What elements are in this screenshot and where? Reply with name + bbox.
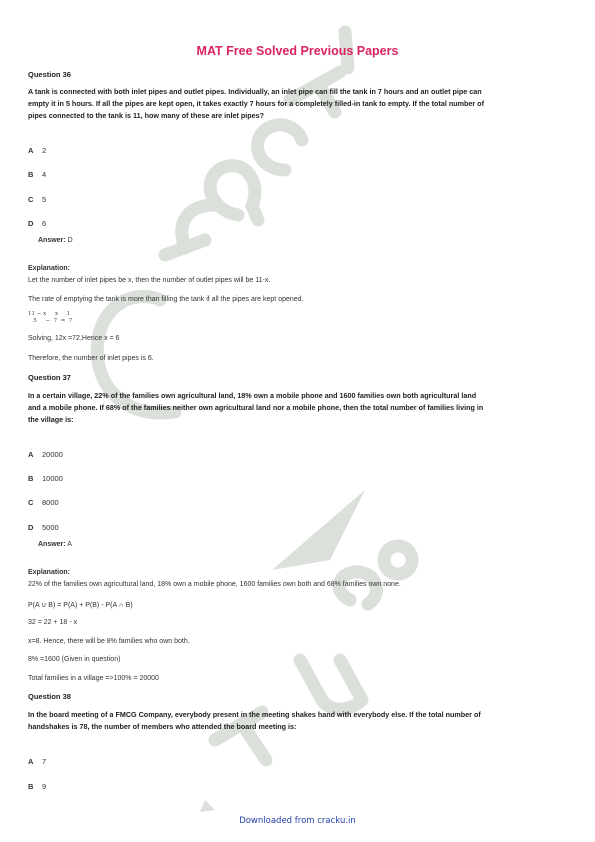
- question-37-text-line: and a mobile phone. If 68% of the families neither own agricultural land nor a mobile phone, then the total number of families living in: [28, 403, 484, 412]
- explanation-line: Let the number of inlet pipes be x, then the number of outlet pipes will be 11-x.: [28, 277, 271, 284]
- question-38-text-line: handshakes is 78, the number of members who attended the board meeting is:: [28, 722, 297, 731]
- explanation-line: Therefore, the number of inlet pipes is 6.: [28, 355, 154, 362]
- explanation-line: Solving, 12x =72,Hence x = 6: [28, 335, 120, 342]
- question-37-text-line: the village is:: [28, 415, 74, 424]
- question-38-heading: Question 38: [28, 692, 71, 701]
- explanation-line: 32 = 22 + 18 - x: [28, 619, 78, 626]
- explanation-line: P(A ∪ B) = P(A) + P(B) - P(A ∩ B): [28, 602, 133, 609]
- question-36-heading: Question 36: [28, 70, 71, 79]
- explanation-line: The rate of emptying the tank is more than filling the tank if all the pipes are kept opened.: [28, 296, 304, 303]
- question-36-text-line: empty it in 5 hours. If all the pipes are kept open, it takes exactly 7 hours for a completely filled-in tank to empty. If the total number of: [28, 99, 484, 108]
- explanation-line: x=8. Hence, there will be 8% families who own both.: [28, 638, 190, 645]
- question-37-heading: Question 37: [28, 373, 71, 382]
- question-36-answer: Answer: D: [38, 237, 73, 244]
- question-38-text: [28, 709, 568, 733]
- explanation-line: 8% =1600 (Given in question): [28, 656, 121, 663]
- question-38-option-a[interactable]: A 7: [28, 757, 47, 766]
- download-footer-link[interactable]: Downloaded from cracku.in: [239, 816, 356, 826]
- question-36-option-a[interactable]: A 2: [28, 146, 47, 155]
- question-37-answer: Answer: A: [38, 541, 72, 548]
- question-36-explanation-heading: Explanation:: [28, 265, 71, 272]
- question-37-explanation-heading: Explanation:: [28, 569, 71, 576]
- question-37-option-d[interactable]: D 5000: [28, 523, 59, 532]
- question-37-option-c[interactable]: C 8000: [28, 498, 59, 507]
- equation-fraction: 11 − x x 1 5 − 7 = 7: [28, 311, 73, 324]
- explanation-line: Total families in a village =>100% = 20000: [28, 675, 159, 682]
- question-36-option-c[interactable]: C 5: [28, 195, 47, 204]
- page-title: MAT Free Solved Previous Papers: [196, 44, 399, 58]
- question-36-text: [28, 86, 568, 122]
- question-36-option-b[interactable]: B 4: [28, 170, 47, 179]
- question-37-text-line: In a certain village, 22% of the families own agricultural land, 18% own a mobile phone and 1600 families own both agricultural land: [28, 391, 477, 400]
- question-36-text-line: A tank is connected with both inlet pipes and outlet pipes. Individually, an inlet pipe can fill the tank in 7 hours and an outlet pipe can: [28, 87, 482, 96]
- question-36-text-line: pipes connected to the tank is 11, how many of these are inlet pipes?: [28, 111, 265, 120]
- explanation-line: 22% of the families own agricultural land, 18% own a mobile phone, 1600 families own both and 68% families own none.: [28, 581, 401, 588]
- question-36-option-d[interactable]: D 6: [28, 219, 47, 228]
- question-37-option-a[interactable]: A 20000: [28, 450, 63, 459]
- question-37-text: [28, 390, 568, 426]
- question-38-option-b[interactable]: B 9: [28, 782, 47, 791]
- question-38-text-line: In the board meeting of a FMCG Company, everybody present in the meeting shakes hand with everybody else. If the total number of: [28, 710, 481, 719]
- question-37-option-b[interactable]: B 10000: [28, 474, 63, 483]
